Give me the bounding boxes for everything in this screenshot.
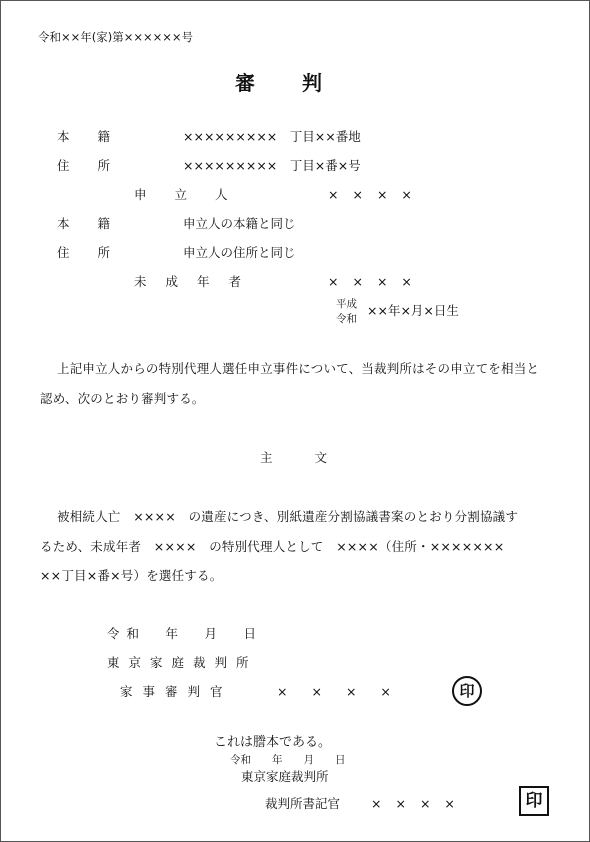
minor-name: ×××× [328,274,426,289]
judge-seal-icon: 印 [452,676,482,706]
certified-copy-text: これは謄本である。 [214,735,332,750]
era-reiwa: 令和 [336,313,357,325]
court-name: 東京家庭裁判所 [107,655,258,670]
applicant-name: ×××× [328,187,426,202]
date-line: 令和 年 月 日 [107,626,264,641]
minor-honseki-label: 本籍 [57,216,139,231]
minor-honseki-value: 申立人の本籍と同じ [183,216,296,231]
document-title: 審判 [235,71,369,95]
era-heisei: 平成 [336,298,357,310]
clerk-seal-icon: 印 [519,786,549,816]
address-value: ××××××××× 丁目×番×号 [183,158,361,173]
main-text-heading: 主文 [260,450,370,465]
honseki-label: 本籍 [57,129,139,144]
main-line-2: るため、未成年者 ×××× の特別代理人として ××××（住所・××××××× [40,539,505,554]
judge-name: ×××× [277,684,415,699]
judge-label: 家事審判官 [120,684,233,699]
main-line-1: 被相続人亡 ×××× の遺産につき、別紙遺産分割協議書案のとおり分割協議す [57,509,519,524]
main-line-3: ××丁目×番×号）を選任する。 [40,568,223,583]
intro-line-1: 上記申立人からの特別代理人選任申立事件について、当裁判所はその申立てを相当と [57,361,540,376]
birth-date: ××年×月×日生 [367,303,459,318]
honseki-value: ××××××××× 丁目××番地 [183,129,361,144]
minor-address-label: 住所 [57,245,139,260]
address-label: 住所 [57,158,139,173]
applicant-label: 申立人 [134,187,256,202]
copy-date: 令和 年 月 日 [230,754,346,766]
intro-line-2: 認め、次のとおり審判する。 [40,391,205,406]
minor-label: 未成年者 [134,274,261,289]
minor-address-value: 申立人の住所と同じ [183,245,296,260]
copy-court: 東京家庭裁判所 [241,769,329,784]
case-number: 令和××年(家)第××××××号 [38,30,194,44]
clerk-name: ×××× [371,796,469,811]
clerk-label: 裁判所書記官 [265,796,341,811]
